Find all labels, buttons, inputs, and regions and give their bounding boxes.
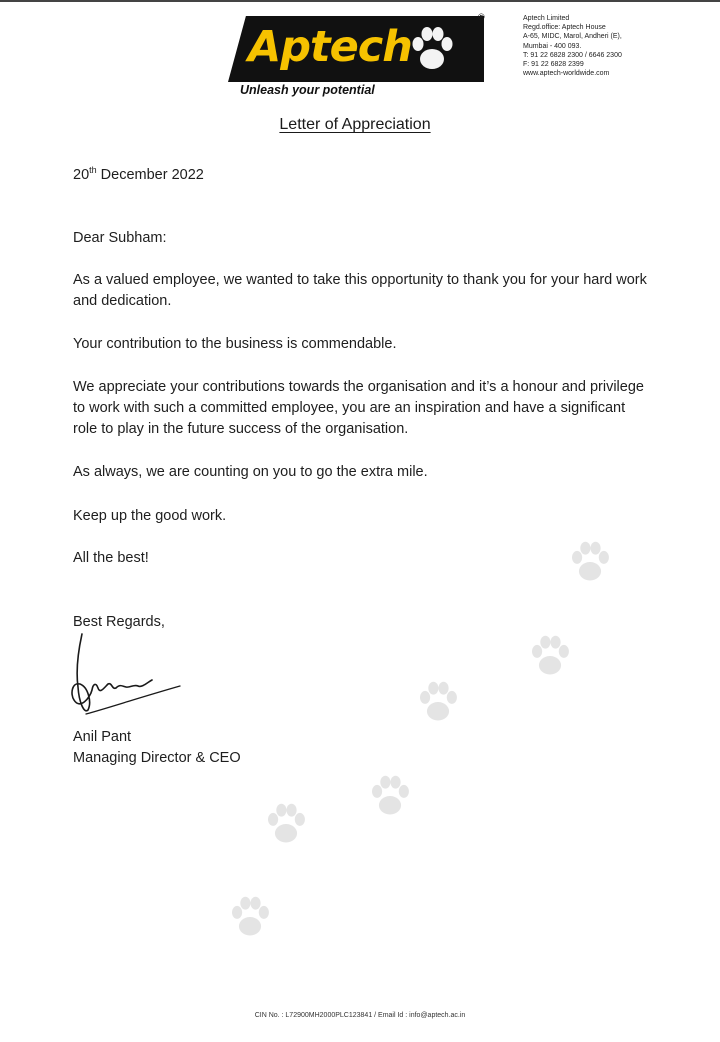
top-border-line bbox=[0, 0, 720, 2]
paw-watermark-icon bbox=[262, 800, 310, 848]
footer-cin: CIN No. : L72900MH2000PLC123841 / Email Id : info@aptech.ac.in bbox=[254, 1012, 466, 1019]
closing: Best Regards, bbox=[73, 614, 165, 630]
letter-date bbox=[73, 160, 653, 186]
company-address bbox=[523, 14, 713, 78]
paw-watermark-icon bbox=[414, 678, 462, 726]
paragraph: As always, we are counting on you to go the extra mile. bbox=[73, 464, 428, 480]
paragraph: Keep up the good work. bbox=[73, 508, 227, 524]
paw-watermark-icon bbox=[366, 772, 414, 820]
signature-image bbox=[68, 632, 188, 732]
paw-logo-icon bbox=[406, 24, 458, 74]
paragraph: All the best! bbox=[73, 550, 149, 566]
paragraph: As a valued employee, we wanted to take this opportunity to thank you for your hard work and dedication. bbox=[73, 272, 647, 309]
address-line: F: 91 22 6828 2399 bbox=[523, 61, 584, 69]
paragraph: Your contribution to the business is commendable. bbox=[73, 336, 397, 352]
paw-watermark-icon bbox=[526, 632, 574, 680]
address-line: A-65, MIDC, Marol, Andheri (E), bbox=[523, 33, 622, 41]
letter-title: Letter of Appreciation bbox=[279, 116, 431, 133]
paw-watermark-icon bbox=[566, 538, 614, 586]
tagline: Unleash your potential bbox=[240, 83, 375, 97]
brand-logo: Aptech bbox=[248, 22, 412, 72]
address-line: T: 91 22 6828 2300 / 6646 2300 bbox=[523, 51, 622, 59]
address-line: Regd.office: Aptech House bbox=[523, 24, 606, 32]
paw-watermark-icon bbox=[226, 893, 274, 941]
address-line: Mumbai - 400 093. bbox=[523, 42, 582, 50]
signatory-title: Managing Director & CEO bbox=[73, 750, 241, 766]
address-line: www.aptech-worldwide.com bbox=[523, 70, 610, 78]
address-line: Aptech Limited bbox=[523, 15, 570, 22]
date-suffix: th bbox=[89, 165, 97, 175]
salutation: Dear Subham: bbox=[73, 230, 167, 246]
paragraph: We appreciate your contributions towards the organisation and it’s a honour and privilege to work with such a committed employee, you are an inspiration and have a significant role to play in the future success of the organisation. bbox=[73, 379, 644, 437]
signatory-name: Anil Pant bbox=[73, 729, 132, 745]
registered-mark: ® bbox=[478, 12, 485, 22]
date-day: 20 bbox=[73, 166, 90, 183]
date-rest: December 2022 bbox=[96, 166, 204, 183]
